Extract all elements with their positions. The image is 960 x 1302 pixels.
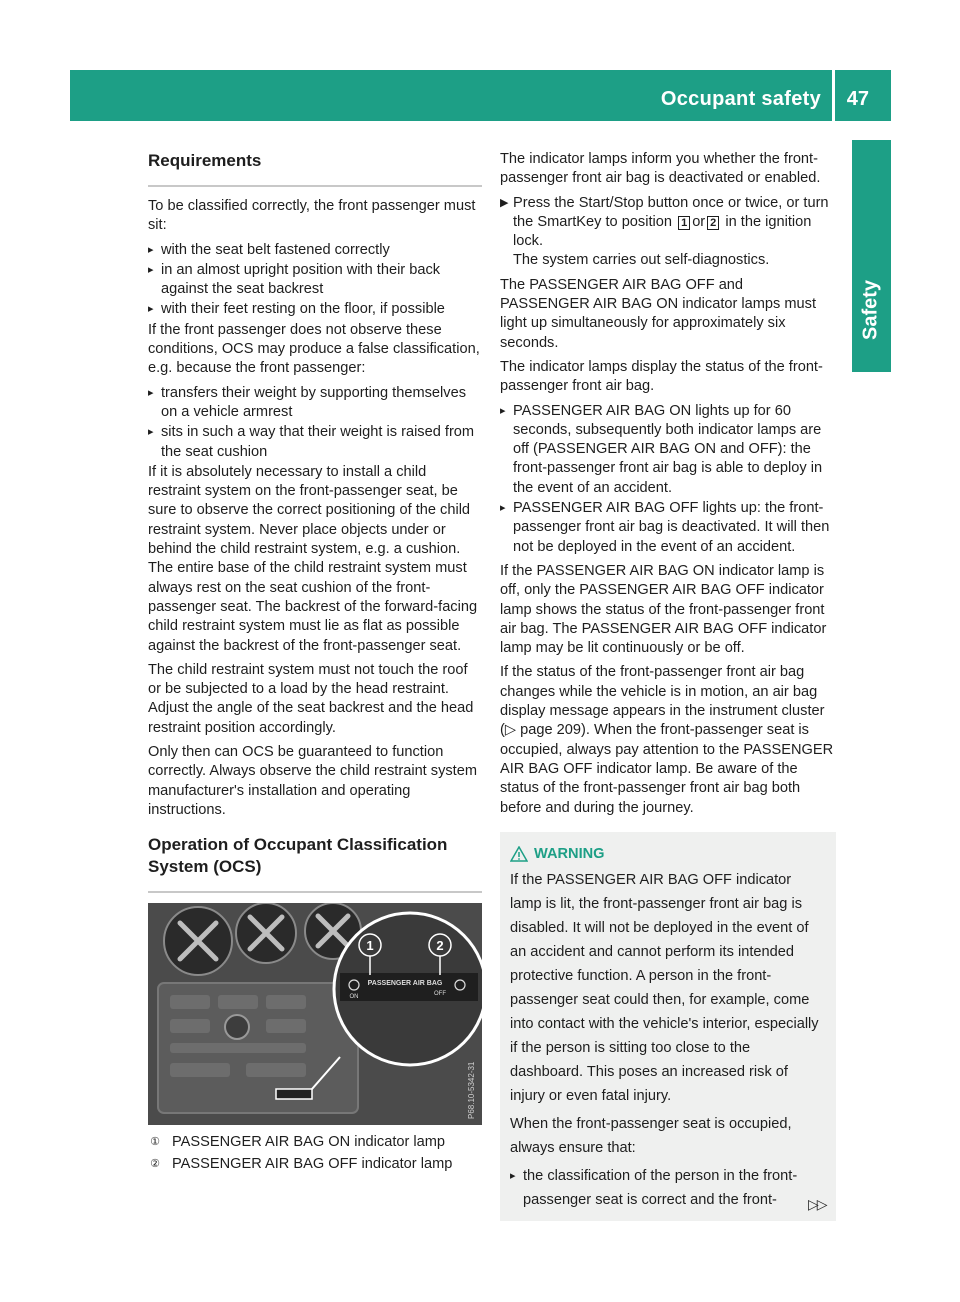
legend-text: PASSENGER AIR BAG ON indicator lamp <box>172 1134 446 1151</box>
key-position-2: 2 <box>707 216 719 230</box>
heading-rule <box>148 891 482 893</box>
legend-item <box>148 1133 482 1152</box>
heading-rule <box>148 185 482 187</box>
page-reference-link[interactable]: page 209 <box>520 722 582 739</box>
side-tab-label: Safety <box>859 279 882 341</box>
right-column <box>500 150 836 1221</box>
legend-number: ① <box>150 1136 160 1149</box>
paragraph: The indicator lamps display the status of the front-passenger front air bag. <box>500 358 823 395</box>
warning-text: If the PASSENGER AIR BAG OFF indicator lamp is lit, the front-passenger front air bag is disabled. It will not be deployed in the event of an accident and cannot perform its intended protective function. A person in the front-passenger seat could then, for example, come into contact with the vehicle's interior, especially if the person is sitting too close to the dashboard. This poses an increased risk of injury or even fatal injury. <box>510 871 819 1104</box>
bullet-item: ▸ PASSENGER AIR BAG OFF lights up: the front-passenger front air bag is deactivated. It will then not be deployed in the event of an accident. <box>500 499 836 557</box>
paragraph: Only then can OCS be guaranteed to function correctly. Always observe the child restraint system manufacturer's installation and operating instructions. <box>148 744 478 818</box>
paragraph: The child restraint system must not touch the roof or be subjected to a load by the head restraint. Adjust the angle of the seat backrest and the head restraint position accordingly. <box>148 661 474 736</box>
warning-box <box>500 832 836 1221</box>
page-ref-icon: ▷ <box>504 722 521 739</box>
figure-callout-2: 2 <box>436 938 444 954</box>
dashboard-figure <box>148 903 482 1125</box>
warning-bullet: ▸ the classification of the person in the front-passenger seat is correct and the front- <box>510 1164 826 1212</box>
bullet-item: ▸ in an almost upright position with their back against the seat backrest <box>148 261 482 300</box>
header-bar <box>70 70 891 121</box>
heading-requirements: Requirements <box>148 151 262 170</box>
page-number: 47 <box>846 88 869 110</box>
figure-on-label: ON <box>349 994 359 1001</box>
left-column <box>148 150 482 1176</box>
step-result: The system carries out self-diagnostics. <box>513 252 770 269</box>
figure-off-label: OFF <box>434 991 446 998</box>
header-divider <box>832 70 835 121</box>
figure-callout-1: 1 <box>366 938 374 954</box>
warning-title: WARNING <box>534 845 605 862</box>
paragraph: The indicator lamps inform you whether the front-passenger front air bag is deactivated or enabled. <box>500 151 821 187</box>
paragraph: If it is absolutely necessary to install a child restraint system on the front-passenger seat, be sure to observe the correct positioning of the child restraint system. Never place objects under or behind the child restraint system, e.g. a cushion. The entire base of the child restraint system must always rest on the seat cushion of the front-passenger seat. The backrest of the forward-facing child restraint system must lie as flat as possible against the backrest of the front-passenger seat. <box>148 463 478 654</box>
warning-text: When the front-passenger seat is occupied, always ensure that: <box>510 1115 792 1156</box>
bullet-item: ▸ with their feet resting on the floor, if possible <box>148 300 482 319</box>
legend-item <box>148 1155 482 1174</box>
step-text: Press the Start/Stop button once or twice, or turn the SmartKey to position <box>513 194 829 230</box>
instruction-step <box>500 194 836 271</box>
warning-header <box>510 842 826 866</box>
paragraph: The PASSENGER AIR BAG OFF and PASSENGER AIR BAG ON indicator lamps must light up simultaneously for approximately six seconds. <box>500 276 817 351</box>
bullet-item: ▸ PASSENGER AIR BAG ON lights up for 60 seconds, subsequently both indicator lamps are off (PASSENGER AIR BAG ON and OFF): the front-passenger front air bag is able to deploy in the event of an accident. <box>500 402 836 498</box>
arrow-icon: ▶ <box>500 196 509 209</box>
step-text-after: in the ignition lock. <box>513 213 812 250</box>
figure-code: P68.10-5342-31 <box>467 1061 476 1120</box>
warning-triangle-icon <box>510 846 528 862</box>
paragraph-part: ). When the front-passenger seat is occupied, always pay attention to the PASSENGER AIR BAG OFF indicator lamp. Be aware of the status of the front-passenger front air bag both before and during the journey. <box>500 722 834 816</box>
paragraph <box>500 663 836 817</box>
legend-text: PASSENGER AIR BAG OFF indicator lamp <box>172 1155 453 1172</box>
bullet-item: ▸ transfers their weight by supporting themselves on a vehicle armrest <box>148 384 482 423</box>
paragraph: If the PASSENGER AIR BAG ON indicator lamp is off, only the PASSENGER AIR BAG OFF indicator lamp shows the status of the front-passenger front air bag. The PASSENGER AIR BAG OFF indicator lamp may be lit continuously or be off. <box>500 562 827 657</box>
heading-operation: Operation of Occupant Classification System (OCS) <box>148 835 448 877</box>
bullet-item: ▸ sits in such a way that their weight is raised from the seat cushion <box>148 423 482 462</box>
continue-marker: ▷▷ <box>808 1196 826 1212</box>
key-position-1: 1 <box>678 216 690 230</box>
legend-number: ② <box>150 1157 160 1170</box>
dashboard-illustration <box>148 903 482 1125</box>
bullet-item: ▸ with the seat belt fastened correctly <box>148 241 482 260</box>
paragraph-part: If the status of the front-passenger front air bag changes while the vehicle is in motion, an air bag display message appears in the instrument cluster ( <box>500 664 825 739</box>
step-or: or <box>692 213 706 230</box>
paragraph: To be classified correctly, the front passenger must sit: <box>148 198 476 234</box>
paragraph: If the front passenger does not observe these conditions, OCS may produce a false classification, e.g. because the front passenger: <box>148 321 480 377</box>
figure-panel-label: PASSENGER AIR BAG <box>367 980 443 988</box>
section-title: Occupant safety <box>660 88 821 110</box>
